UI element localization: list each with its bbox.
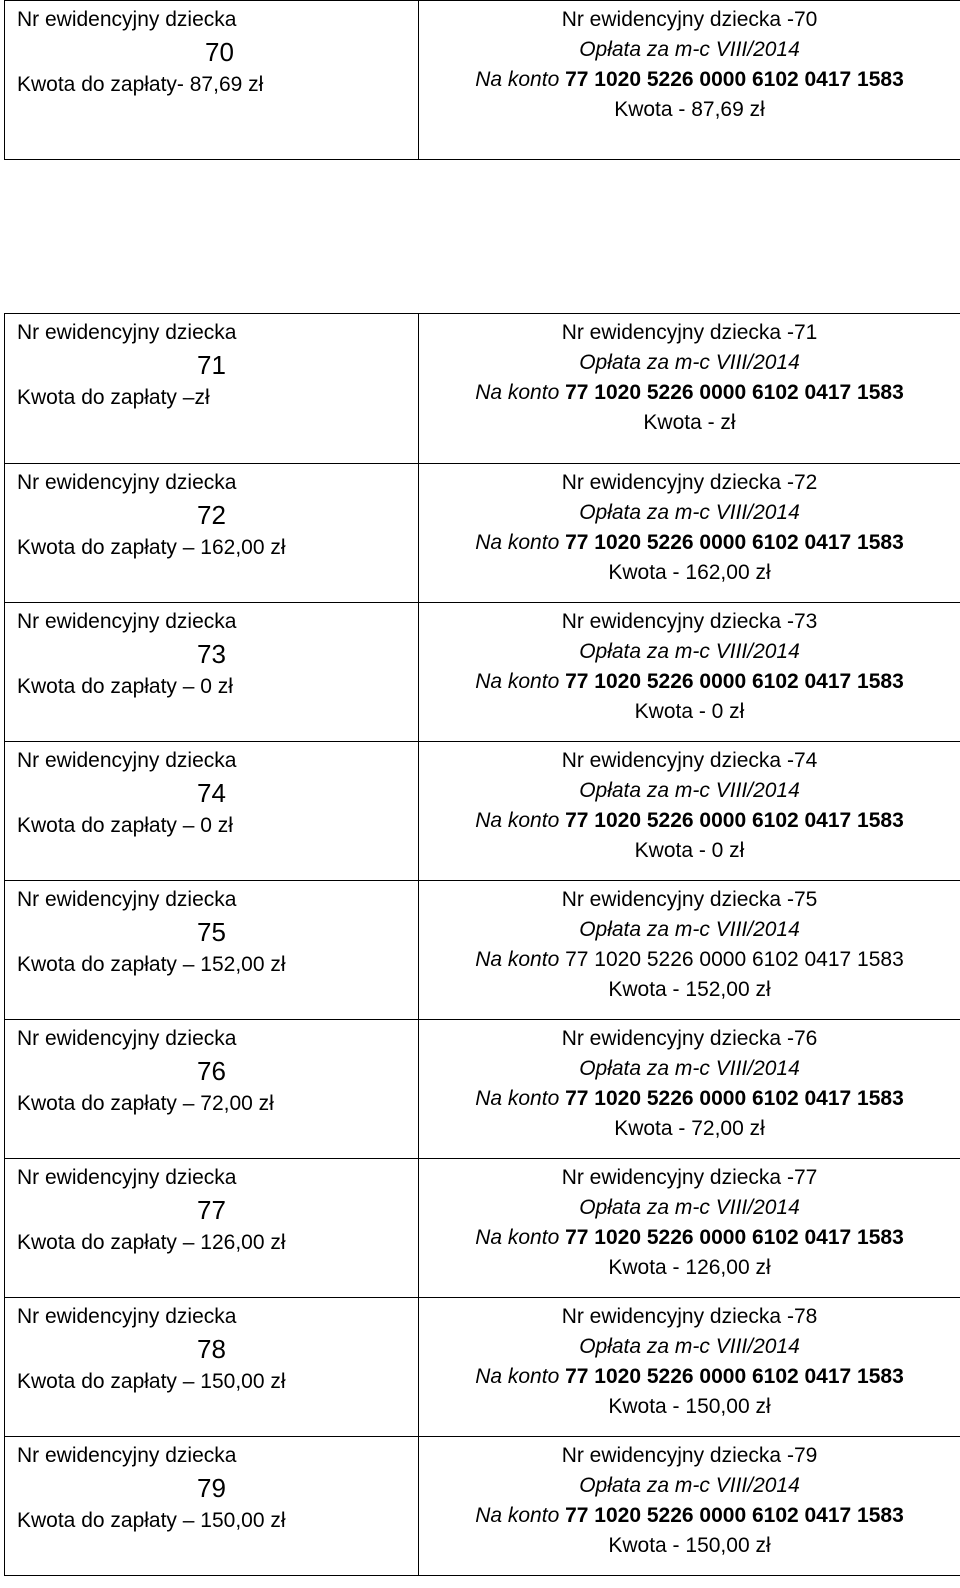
child-id-number: 72: [197, 500, 226, 530]
child-id-label: Nr ewidencyjny dziecka: [17, 1444, 237, 1467]
payment-row: [5, 742, 960, 881]
child-cell: [5, 1, 419, 160]
amount-line: Kwota - 126,00 zł: [608, 1256, 771, 1279]
fee-period: Opłata za m-c VIII/2014: [579, 501, 800, 524]
child-cell: [5, 1437, 419, 1576]
account-line: [419, 667, 960, 697]
child-id-line: Nr ewidencyjny dziecka -73: [561, 610, 818, 633]
amount-due: Kwota do zapłaty – 126,00 zł: [17, 1231, 286, 1254]
amount-due: Kwota do zapłaty –zł: [17, 386, 210, 409]
payment-details-cell: [419, 1020, 960, 1159]
payment-row: [5, 881, 960, 1020]
child-id-line: Nr ewidencyjny dziecka -74: [561, 749, 818, 772]
amount-due: Kwota do zapłaty- 87,69 zł: [17, 73, 264, 96]
amount-due: Kwota do zapłaty – 150,00 zł: [17, 1370, 286, 1393]
fee-period: Opłata za m-c VIII/2014: [579, 1335, 800, 1358]
payment-details-cell: [419, 464, 960, 603]
account-prefix: Na konto: [475, 68, 560, 91]
account-line: [419, 1501, 960, 1531]
child-id-number: 74: [197, 778, 226, 808]
fee-period: Opłata za m-c VIII/2014: [579, 640, 800, 663]
account-prefix: Na konto: [475, 1087, 560, 1110]
amount-due: Kwota do zapłaty – 152,00 zł: [17, 953, 286, 976]
payment-row: [5, 1437, 960, 1576]
child-id-line: Nr ewidencyjny dziecka -77: [561, 1166, 818, 1189]
account-line: [419, 806, 960, 836]
account-line: [419, 65, 960, 95]
fee-period: Opłata za m-c VIII/2014: [579, 1057, 800, 1080]
account-line: [419, 1084, 960, 1114]
payment-details-cell: [419, 314, 960, 464]
account-prefix: Na konto: [475, 1365, 560, 1388]
child-id-number: 71: [197, 350, 226, 380]
account-prefix: Na konto: [475, 1226, 560, 1249]
account-number: 77 1020 5226 0000 6102 0417 1583: [565, 381, 904, 404]
account-line: [419, 945, 960, 975]
child-id-number: 79: [197, 1473, 226, 1503]
account-line: [419, 1362, 960, 1392]
payment-slip-table-top: [4, 0, 960, 160]
child-id-number: 78: [197, 1334, 226, 1364]
account-number: 77 1020 5226 0000 6102 0417 1583: [565, 1365, 904, 1388]
child-id-label: Nr ewidencyjny dziecka: [17, 610, 237, 633]
child-id-line: Nr ewidencyjny dziecka -75: [561, 888, 818, 911]
child-id-line: Nr ewidencyjny dziecka -78: [561, 1305, 818, 1328]
fee-period: Opłata za m-c VIII/2014: [579, 1474, 800, 1497]
child-cell: [5, 314, 419, 464]
amount-line: Kwota - 0 zł: [634, 839, 745, 862]
amount-due: Kwota do zapłaty – 162,00 zł: [17, 536, 286, 559]
account-prefix: Na konto: [475, 809, 560, 832]
account-number: 77 1020 5226 0000 6102 0417 1583: [565, 948, 904, 971]
child-id-line: Nr ewidencyjny dziecka -79: [561, 1444, 818, 1467]
child-id-label: Nr ewidencyjny dziecka: [17, 749, 237, 772]
child-id-number: 76: [197, 1056, 226, 1086]
account-number: 77 1020 5226 0000 6102 0417 1583: [565, 670, 904, 693]
fee-period: Opłata za m-c VIII/2014: [579, 918, 800, 941]
amount-due: Kwota do zapłaty – 150,00 zł: [17, 1509, 286, 1532]
account-number: 77 1020 5226 0000 6102 0417 1583: [565, 1087, 904, 1110]
amount-due: Kwota do zapłaty – 0 zł: [17, 675, 233, 698]
child-cell: [5, 1159, 419, 1298]
child-cell: [5, 1020, 419, 1159]
account-line: [419, 1223, 960, 1253]
account-prefix: Na konto: [475, 381, 560, 404]
account-number: 77 1020 5226 0000 6102 0417 1583: [565, 809, 904, 832]
payment-details-cell: [419, 1159, 960, 1298]
child-id-number: 75: [197, 917, 226, 947]
fee-period: Opłata za m-c VIII/2014: [579, 1196, 800, 1219]
fee-period: Opłata za m-c VIII/2014: [579, 38, 800, 61]
child-cell: [5, 603, 419, 742]
payment-row: [5, 603, 960, 742]
payment-details-cell: [419, 742, 960, 881]
child-cell: [5, 881, 419, 1020]
payment-row: [5, 314, 960, 464]
child-id-number: 73: [197, 639, 226, 669]
child-id-label: Nr ewidencyjny dziecka: [17, 1027, 237, 1050]
child-id-label: Nr ewidencyjny dziecka: [17, 888, 237, 911]
child-cell: [5, 464, 419, 603]
account-number: 77 1020 5226 0000 6102 0417 1583: [565, 1226, 904, 1249]
payment-details-cell: [419, 1437, 960, 1576]
child-id-line: Nr ewidencyjny dziecka -71: [561, 321, 818, 344]
account-prefix: Na konto: [475, 531, 560, 554]
account-number: 77 1020 5226 0000 6102 0417 1583: [565, 531, 904, 554]
account-prefix: Na konto: [475, 670, 560, 693]
child-id-label: Nr ewidencyjny dziecka: [17, 1305, 237, 1328]
payment-details-cell: [419, 1, 960, 160]
amount-line: Kwota - zł: [643, 411, 736, 434]
child-id-label: Nr ewidencyjny dziecka: [17, 471, 237, 494]
child-id-number: 70: [205, 37, 234, 67]
account-number: 77 1020 5226 0000 6102 0417 1583: [565, 1504, 904, 1527]
fee-period: Opłata za m-c VIII/2014: [579, 351, 800, 374]
amount-line: Kwota - 87,69 zł: [614, 98, 765, 121]
amount-due: Kwota do zapłaty – 0 zł: [17, 814, 233, 837]
child-id-line: Nr ewidencyjny dziecka -72: [561, 471, 818, 494]
child-id-label: Nr ewidencyjny dziecka: [17, 8, 237, 31]
account-line: [419, 378, 960, 408]
child-cell: [5, 1298, 419, 1437]
child-id-line: Nr ewidencyjny dziecka -76: [561, 1027, 818, 1050]
child-cell: [5, 742, 419, 881]
payment-row: [5, 1020, 960, 1159]
payment-details-cell: [419, 1298, 960, 1437]
amount-line: Kwota - 150,00 zł: [608, 1534, 771, 1557]
fee-period: Opłata za m-c VIII/2014: [579, 779, 800, 802]
child-id-label: Nr ewidencyjny dziecka: [17, 1166, 237, 1189]
payment-row: [5, 464, 960, 603]
payment-row: [5, 1298, 960, 1437]
amount-due: Kwota do zapłaty – 72,00 zł: [17, 1092, 274, 1115]
child-id-label: Nr ewidencyjny dziecka: [17, 321, 237, 344]
amount-line: Kwota - 150,00 zł: [608, 1395, 771, 1418]
payment-details-cell: [419, 603, 960, 742]
account-number: 77 1020 5226 0000 6102 0417 1583: [565, 68, 904, 91]
payment-details-cell: [419, 881, 960, 1020]
account-line: [419, 528, 960, 558]
child-id-line: Nr ewidencyjny dziecka -70: [561, 8, 818, 31]
payment-slip-table-main: [4, 313, 960, 1576]
payment-row: [5, 1159, 960, 1298]
payment-row: [5, 1, 960, 160]
amount-line: Kwota - 152,00 zł: [608, 978, 771, 1001]
amount-line: Kwota - 72,00 zł: [614, 1117, 765, 1140]
amount-line: Kwota - 162,00 zł: [608, 561, 771, 584]
account-prefix: Na konto: [475, 948, 560, 971]
amount-line: Kwota - 0 zł: [634, 700, 745, 723]
account-prefix: Na konto: [475, 1504, 560, 1527]
child-id-number: 77: [197, 1195, 226, 1225]
